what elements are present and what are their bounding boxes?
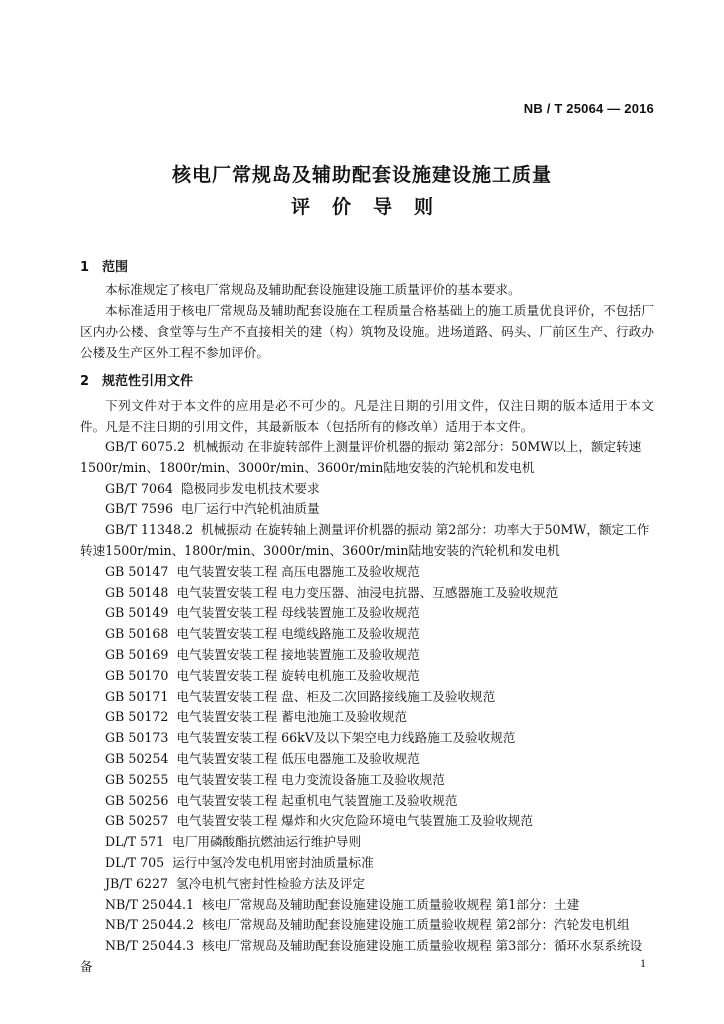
reference-code: GB 50172	[105, 709, 169, 725]
reference-item	[80, 832, 654, 853]
reference-code: NB/T 25044.3	[105, 938, 194, 954]
reference-code: GB 50256	[105, 792, 169, 808]
reference-code: GB/T 11348.2	[105, 522, 194, 538]
section-number: 1	[80, 260, 90, 275]
reference-code: JB/T 6227	[105, 875, 168, 891]
reference-item	[80, 499, 654, 520]
reference-code: GB 50170	[105, 667, 169, 683]
reference-code: GB 50168	[105, 626, 169, 642]
reference-title: 电气装置安装工程 低压电器施工及验收规范	[176, 750, 420, 766]
reference-code: GB 50254	[105, 750, 169, 766]
references-intro: 下列文件对于本文件的应用是必不可少的。凡是注日期的引用文件，仅注日期的版本适用于本文件。凡是不注日期的引用文件，其最新版本（包括所有的修改单）适用于本文件。	[80, 398, 654, 434]
reference-code: GB 50255	[105, 771, 169, 787]
reference-code: GB/T 7596	[105, 501, 174, 517]
reference-code: GB 50148	[105, 584, 169, 600]
section-heading-scope	[80, 257, 654, 279]
reference-item	[80, 853, 654, 874]
document-subtitle: 评价导则	[290, 196, 455, 218]
reference-item	[80, 520, 654, 562]
reference-item	[80, 895, 654, 916]
reference-title: 机械振动 在旋转轴上测量评价机器的振动 第2部分：功率大于50MW，额定工作转速1500r/min、1800r/min、3000r/min、3600r/min陆地安装的汽轮机和发电机	[80, 522, 650, 558]
reference-item	[80, 479, 654, 500]
reference-item	[80, 645, 654, 666]
reference-code: NB/T 25044.2	[105, 917, 194, 933]
reference-item	[80, 687, 654, 708]
reference-item	[80, 915, 654, 936]
reference-item	[80, 811, 654, 832]
reference-item	[80, 562, 654, 583]
reference-item	[80, 666, 654, 687]
reference-title: 核电厂常规岛及辅助配套设施建设施工质量验收规程 第3部分：循环水泵系统设备	[80, 938, 643, 974]
reference-title: 机械振动 在非旋转部件上测量评价机器的振动 第2部分：50MW以上，额定转速1500r/min、1800r/min、3000r/min、3600r/min陆地安装的汽轮机和发电机	[80, 439, 642, 475]
reference-code: GB/T 6075.2	[105, 439, 186, 454]
reference-item	[80, 874, 654, 895]
reference-title: 电厂运行中汽轮机油质量	[181, 501, 320, 517]
reference-item	[80, 707, 654, 728]
reference-title: 电气装置安装工程 盘、柜及二次回路接线施工及验收规范	[176, 688, 496, 704]
reference-item	[80, 728, 654, 749]
reference-title: 电气装置安装工程 母线装置施工及验收规范	[176, 605, 420, 621]
reference-code: GB 50173	[105, 730, 169, 746]
reference-title: 电气装置安装工程 起重机电气装置施工及验收规范	[176, 792, 458, 808]
reference-code: GB 50171	[105, 688, 169, 704]
reference-code: DL/T 705	[105, 854, 165, 870]
reference-code: GB 50169	[105, 646, 169, 662]
standard-code: NB / T 25064 — 2016	[523, 101, 654, 116]
reference-item	[80, 770, 654, 791]
section-number: 2	[80, 374, 90, 389]
section-title: 规范性引用文件	[102, 374, 194, 389]
page-number: 1	[640, 956, 646, 970]
reference-code: GB 50257	[105, 813, 169, 829]
reference-title: 电气装置安装工程 蓄电池施工及验收规范	[176, 709, 408, 725]
document-body	[80, 257, 654, 978]
reference-item	[80, 791, 654, 812]
reference-title: 电气装置安装工程 电力变流设备施工及验收规范	[176, 771, 445, 787]
scope-paragraph: 本标准适用于核电厂常规岛及辅助配套设施在工程质量合格基础上的施工质量优良评价，不包括厂区内办公楼、食堂等与生产不直接相关的建（构）筑物及设施。进场道路、码头、厂前区生产、行政办公楼及生产区外工程不参加评价。	[80, 303, 654, 360]
reference-item	[80, 437, 654, 479]
reference-title: 电气装置安装工程 电力变压器、油浸电抗器、互感器施工及验收规范	[176, 584, 559, 600]
reference-title: 电气装置安装工程 电缆线路施工及验收规范	[176, 626, 420, 642]
reference-item	[80, 749, 654, 770]
reference-item	[80, 624, 654, 645]
document-title: 核电厂常规岛及辅助配套设施建设施工质量	[171, 164, 552, 186]
section-heading-references	[80, 371, 654, 393]
reference-code: DL/T 571	[105, 834, 165, 850]
reference-title: 电气装置安装工程 旋转电机施工及验收规范	[176, 667, 420, 683]
reference-list	[80, 437, 654, 978]
reference-title: 氢冷电机气密封性检验方法及评定	[176, 875, 365, 891]
reference-title: 电厂用磷酸酯抗燃油运行维护导则	[172, 834, 362, 850]
reference-title: 隐极同步发电机技术要求	[181, 480, 320, 496]
reference-title: 电气装置安装工程 爆炸和火灾危险环境电气装置施工及验收规范	[176, 813, 534, 829]
reference-title: 电气装置安装工程 高压电器施工及验收规范	[176, 563, 420, 579]
reference-code: GB 50149	[105, 605, 169, 621]
reference-title: 电气装置安装工程 接地装置施工及验收规范	[176, 646, 420, 662]
reference-item	[80, 936, 654, 978]
reference-title: 电气装置安装工程 66kV及以下架空电力线路施工及验收规范	[176, 730, 516, 746]
section-title: 范围	[102, 260, 129, 275]
scope-paragraph: 本标准规定了核电厂常规岛及辅助配套设施建设施工质量评价的基本要求。	[105, 282, 521, 297]
reference-code: NB/T 25044.1	[105, 896, 194, 912]
reference-title: 核电厂常规岛及辅助配套设施建设施工质量验收规程 第2部分：汽轮发电机组	[202, 917, 630, 933]
reference-item	[80, 583, 654, 604]
reference-code: GB/T 7064	[105, 480, 174, 496]
reference-title: 运行中氢冷发电机用密封油质量标准	[172, 854, 374, 870]
reference-title: 核电厂常规岛及辅助配套设施建设施工质量验收规程 第1部分：土建	[202, 896, 580, 912]
reference-code: GB 50147	[105, 563, 169, 579]
reference-item	[80, 603, 654, 624]
